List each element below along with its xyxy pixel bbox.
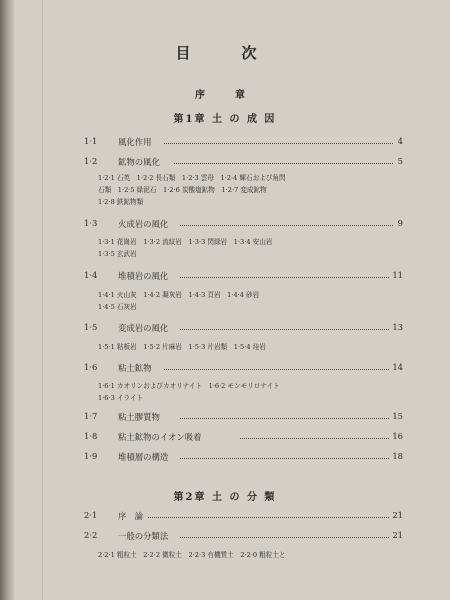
leader-dots xyxy=(180,537,389,538)
toc-entry xyxy=(84,322,403,336)
chapter-2-heading: 第2章 土 の 分 類 xyxy=(173,492,277,503)
toc-entry xyxy=(84,270,403,284)
entry-number: 2·1 xyxy=(84,510,98,520)
entry-number: 1·2 xyxy=(84,156,98,166)
subsection-line: 1·3·1 花崗岩 1·3·2 流紋岩 1·3·3 閃緑岩 1·3·4 安山岩 xyxy=(98,238,273,246)
entry-title: 一般の分類法 xyxy=(118,531,169,541)
entry-title: 堆積岩の風化 xyxy=(118,271,169,281)
toc-entry xyxy=(84,451,403,465)
entry-page-number: 15 xyxy=(392,411,403,421)
entry-number: 1·3 xyxy=(84,218,98,228)
entry-number: 1·9 xyxy=(84,451,98,461)
entry-number: 2·2 xyxy=(84,530,98,540)
entry-title: 粘土鉱物のイオン吸着 xyxy=(118,432,202,442)
leader-dots xyxy=(180,277,389,278)
toc-entry xyxy=(84,530,403,544)
subsection-line: 1·2·8 鉄鉱物類 xyxy=(98,198,144,206)
subsection-line: 石類 1·2·5 緑泥石 1·2·6 炭酸塩鉱物 1·2·7 変成鉱物 xyxy=(98,186,267,194)
leader-dots xyxy=(180,458,389,459)
entry-page-number: 16 xyxy=(392,431,403,441)
leader-dots xyxy=(174,163,393,164)
toc-entry xyxy=(84,362,403,376)
subsection-line: 1·2·1 石英 1·2·2 長石類 1·2·3 雲母 1·2·4 輝石および角閃 xyxy=(98,174,286,182)
leader-dots xyxy=(164,143,393,144)
toc-entry xyxy=(84,156,403,170)
toc-title: 目 次 xyxy=(175,44,275,62)
toc-entry xyxy=(84,431,403,445)
entry-title: 粘土鉱物 xyxy=(118,363,152,373)
chapter-1-heading: 第1章 土 の 成 因 xyxy=(173,114,277,125)
subsection-line: 1·4·5 石灰岩 xyxy=(98,303,137,311)
entry-title: 鉱物の風化 xyxy=(118,157,160,167)
entry-title: 火成岩の風化 xyxy=(118,219,169,229)
entry-number: 1·1 xyxy=(84,136,98,146)
leader-dots xyxy=(240,438,389,439)
entry-page-number: 11 xyxy=(392,270,403,280)
entry-number: 1·8 xyxy=(84,431,98,441)
toc-entry xyxy=(84,136,403,150)
entry-page-number: 18 xyxy=(392,451,403,461)
subsection-line: 1·6·1 カオリンおよびカオリナイト 1·6·2 モンモリロナイト xyxy=(98,382,280,390)
entry-title: 風化作用 xyxy=(118,137,152,147)
entry-title: 粘土膠質物 xyxy=(118,412,160,422)
entry-number: 1·5 xyxy=(84,322,98,332)
entry-page-number: 4 xyxy=(397,136,403,146)
subsection-line: 1·5·1 粘板岩 1·5·2 片麻岩 1·5·3 片岩類 1·5·4 珪岩 xyxy=(98,343,266,351)
preface-heading: 序 章 xyxy=(195,90,255,101)
entry-page-number: 5 xyxy=(397,156,403,166)
subsection-line: 1·3·5 玄武岩 xyxy=(98,250,137,258)
subsection-line: 1·4·1 火山灰 1·4·2 凝灰岩 1·4·3 頁岩 1·4·4 砂岩 xyxy=(98,291,260,299)
subsection-line: 1·6·3 イライト xyxy=(98,394,144,402)
toc-entry xyxy=(84,411,403,425)
entry-page-number: 21 xyxy=(392,530,403,540)
leader-dots xyxy=(180,225,393,226)
toc-entry xyxy=(84,510,403,524)
entry-number: 1·4 xyxy=(84,270,98,280)
entry-page-number: 9 xyxy=(397,218,403,228)
leader-dots xyxy=(180,329,389,330)
entry-page-number: 14 xyxy=(392,362,403,372)
subsection-line: 2·2·1 粗粒土 2·2·2 微粒土 2·2·3 有機質土 2·2·0 粗粒土と xyxy=(98,551,286,559)
entry-title: 堆積層の構造 xyxy=(118,452,169,462)
leader-dots xyxy=(180,418,389,419)
leader-dots xyxy=(164,369,389,370)
entry-title: 変成岩の風化 xyxy=(118,323,169,333)
entry-title: 序 論 xyxy=(118,511,144,521)
entry-number: 1·7 xyxy=(84,411,98,421)
toc-entry xyxy=(84,218,403,232)
entry-page-number: 21 xyxy=(392,510,403,520)
entry-number: 1·6 xyxy=(84,362,98,372)
leader-dots xyxy=(148,517,389,518)
entry-page-number: 13 xyxy=(392,322,403,332)
